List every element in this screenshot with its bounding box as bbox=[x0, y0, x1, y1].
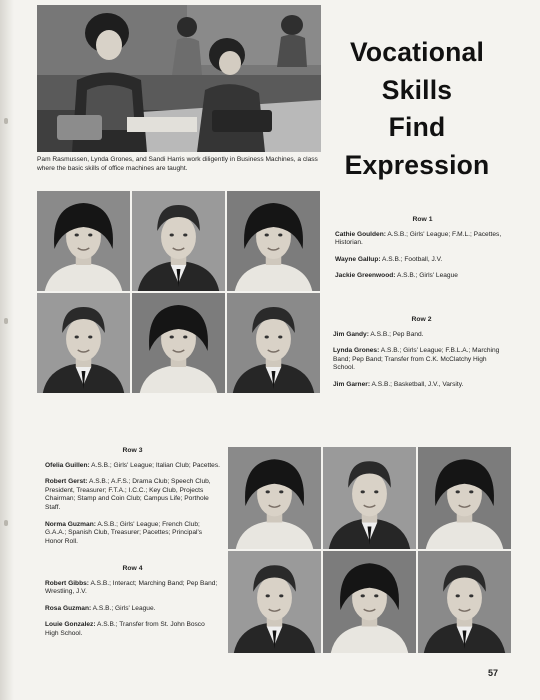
student-name: Wayne Gallup: bbox=[335, 255, 381, 263]
binding-hole bbox=[4, 118, 8, 124]
student-name: Robert Gerst: bbox=[45, 478, 88, 486]
classroom-photo bbox=[37, 5, 321, 152]
student-entry bbox=[335, 272, 510, 281]
portrait-lynda-grones bbox=[132, 293, 225, 393]
portrait-robert-gibbs bbox=[228, 551, 321, 653]
rows-2-text bbox=[333, 316, 510, 398]
portrait-jackie-greenwood bbox=[227, 191, 320, 291]
portrait-wayne-gallup bbox=[132, 191, 225, 291]
page-headline bbox=[322, 34, 512, 184]
student-name: Louie Gonzalez: bbox=[45, 621, 96, 629]
rows-4-text bbox=[45, 565, 220, 647]
student-activities: A.S.B.; Girls' League; F.M.L.; Pacettes, Historian. bbox=[335, 230, 502, 247]
student-name: Robert Gibbs: bbox=[45, 579, 89, 587]
binding-hole bbox=[4, 318, 8, 324]
student-activities: A.S.B.; Basketball, J.V., Varsity. bbox=[371, 380, 464, 388]
student-name: Jackie Greenwood: bbox=[335, 272, 396, 280]
portrait-norma-guzman bbox=[418, 447, 511, 549]
student-activities: A.S.B.; Football, J.V. bbox=[382, 255, 443, 263]
row-heading: Row 2 bbox=[411, 316, 432, 323]
row-heading: Row 1 bbox=[412, 216, 433, 223]
student-entry bbox=[45, 478, 220, 512]
student-activities: A.S.B.; Girls' League; Italian Club; Pacettes. bbox=[91, 461, 220, 469]
student-entry bbox=[335, 231, 510, 248]
student-entry bbox=[45, 462, 220, 471]
photo-caption: Pam Rasmussen, Lynda Grones, and Sandi Harris work diligently in Business Machines, a class where the basic skills of office machines are taught. bbox=[37, 156, 318, 172]
row-heading: Row 4 bbox=[122, 565, 143, 572]
student-name: Norma Guzman: bbox=[45, 520, 96, 528]
portrait-cathie-goulden bbox=[37, 191, 130, 291]
student-entry bbox=[333, 347, 510, 373]
binding-hole bbox=[4, 520, 8, 526]
headline-line: Find bbox=[388, 112, 446, 142]
student-entry bbox=[333, 331, 510, 340]
portrait-jim-gandy bbox=[37, 293, 130, 393]
rows-1-2-text bbox=[335, 216, 510, 289]
student-name: Cathie Goulden: bbox=[335, 230, 386, 238]
student-activities: A.S.B.; Girls' League bbox=[396, 272, 458, 280]
page-binding-edge bbox=[0, 0, 14, 700]
student-name: Jim Garner: bbox=[333, 380, 371, 388]
student-entry bbox=[45, 621, 220, 638]
student-entry bbox=[45, 605, 220, 614]
student-name: Rosa Guzman: bbox=[45, 604, 92, 612]
headline-line: Skills bbox=[381, 74, 453, 105]
student-activities: A.S.B.; A.F.S.; Drama Club; Speech Club, President, Treasurer; F.T.A.; I.C.C.; Key Club, Projects Chairman; Stamp and Coin Club; Campus Life; Porthole Staff. bbox=[45, 478, 211, 511]
student-activities: A.S.B.; Pep Band. bbox=[370, 330, 424, 338]
student-activities: A.S.B.; Transfer from St. John Bosco High School. bbox=[45, 621, 205, 637]
portrait-rosa-guzman bbox=[323, 551, 416, 653]
student-entry bbox=[45, 580, 220, 597]
student-activities: A.S.B.; Girls' League; French Club; G.A.A.; Spanish Club, Treasurer; Pacettes; Principal's Honor Roll. bbox=[45, 520, 203, 545]
row-heading: Row 3 bbox=[122, 447, 143, 454]
student-entry bbox=[335, 256, 510, 265]
headline-line: Expression bbox=[344, 149, 490, 180]
student-entry bbox=[45, 521, 220, 547]
portrait-robert-gerst bbox=[323, 447, 416, 549]
student-entry bbox=[333, 381, 510, 390]
portrait-jim-garner bbox=[227, 293, 320, 393]
portrait-louie-gonzalez bbox=[418, 551, 511, 653]
student-activities: A.S.B.; Girls' League. bbox=[92, 604, 156, 612]
student-name: Lynda Grones: bbox=[333, 347, 380, 355]
student-activities: A.S.B.; Girls' League; F.B.L.A.; Marching Band; Pep Band; Transfer from C.K. McClatchy High School. bbox=[333, 347, 500, 372]
student-activities: A.S.B.; Interact; Marching Band; Pep Band; Wrestling, J.V. bbox=[45, 579, 218, 596]
headline-line: Vocational bbox=[349, 37, 485, 67]
portrait-ofelia-guillen bbox=[228, 447, 321, 549]
page-number: 57 bbox=[487, 668, 498, 678]
student-name: Ofelia Guillen: bbox=[45, 461, 90, 469]
row-section bbox=[335, 216, 510, 281]
student-name: Jim Gandy: bbox=[333, 330, 369, 338]
rows-3-text bbox=[45, 447, 220, 554]
